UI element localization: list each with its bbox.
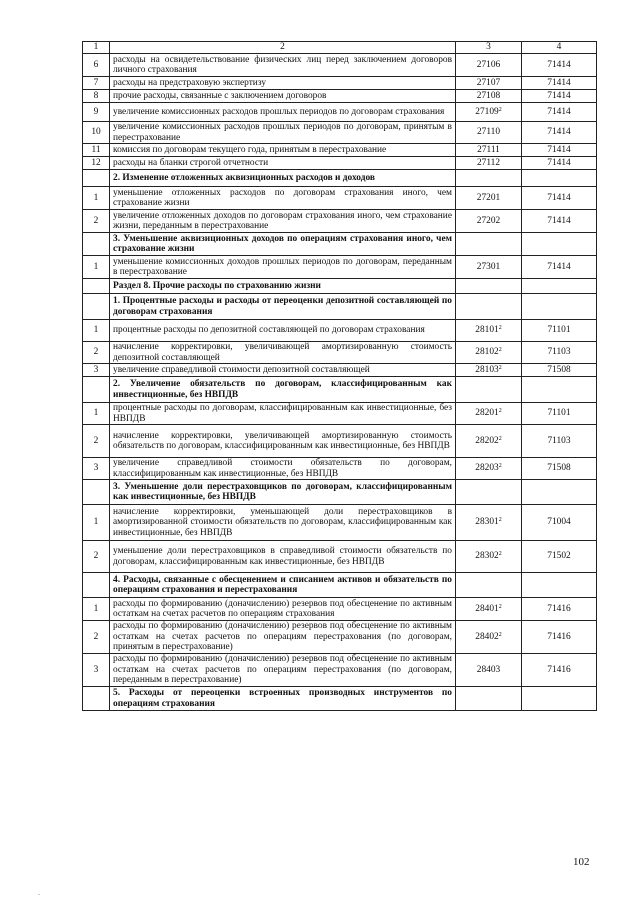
code-value: 27109 xyxy=(475,106,499,117)
row-description: увеличение комиссионных расходов прошлых периодов по договорам страхования xyxy=(110,103,456,122)
section-title: Раздел 8. Прочие расходы по страхованию жизни xyxy=(110,279,456,294)
account-number: 71414 xyxy=(522,122,597,144)
page-number: 102 xyxy=(573,856,590,868)
symbol-code xyxy=(456,77,522,90)
footnote-mark: 2 xyxy=(498,435,502,442)
code-value: 27110 xyxy=(476,127,501,138)
row-number: 2 xyxy=(83,425,110,458)
footnote-mark: 2 xyxy=(498,364,502,371)
table-header-row xyxy=(83,42,597,54)
code-value: 27112 xyxy=(476,157,501,168)
symbol-code xyxy=(456,505,522,541)
account-number xyxy=(522,480,597,505)
footnote-mark: 2 xyxy=(498,551,502,558)
row-number: 8 xyxy=(83,90,110,103)
footnote-mark: 2 xyxy=(498,603,502,610)
row-description: комиссия по договорам текущего года, принятым в перестрахование xyxy=(110,144,456,157)
accounts-table xyxy=(82,41,597,711)
accounts-table-body xyxy=(83,42,597,711)
symbol-code xyxy=(456,144,522,157)
section-row xyxy=(83,687,597,711)
account-number: 71508 xyxy=(522,458,597,480)
header-col-2: 2 xyxy=(110,42,456,54)
row-number: 9 xyxy=(83,103,110,122)
symbol-code xyxy=(456,157,522,170)
table-row xyxy=(83,342,597,364)
row-number: 1 xyxy=(83,505,110,541)
code-value: 27201 xyxy=(476,192,501,203)
account-number: 71414 xyxy=(522,90,597,103)
code-value: 28102 xyxy=(475,347,499,358)
row-number: 3 xyxy=(83,364,110,377)
symbol-code xyxy=(456,256,522,279)
symbol-code xyxy=(456,54,522,77)
section-row xyxy=(83,233,597,256)
row-description: начисление корректировки, уменьшающей доли перестраховщиков в амортизированной стоимости обязательств по договорам, классифицированным как инвестиционные, без НВПДВ xyxy=(110,505,456,541)
symbol-code xyxy=(456,103,522,122)
account-number xyxy=(522,687,597,711)
row-description: расходы по формированию (доначислению) резервов под обесценение по активным остаткам на счетах расчетов по операциям страхования xyxy=(110,598,456,621)
header-col-4: 4 xyxy=(522,42,597,54)
row-description: расходы на предстраховую экспертизу xyxy=(110,77,456,90)
row-number: 1 xyxy=(83,320,110,342)
section-row xyxy=(83,170,597,187)
row-number xyxy=(83,377,110,403)
section-row xyxy=(83,279,597,294)
row-description: уменьшение доли перестраховщиков в справедливой стоимости обязательств по договорам, классифицированным как инвестиционные, без НВПДВ xyxy=(110,541,456,573)
footnote-mark: 2 xyxy=(498,517,502,524)
symbol-code xyxy=(456,621,522,654)
row-description: начисление корректировки, увеличивающей амортизированную стоимость депозитной составляющей xyxy=(110,342,456,364)
section-title: 3. Уменьшение аквизиционных доходов по операциям страхования иного, чем страхование жизни xyxy=(110,233,456,256)
account-number xyxy=(522,170,597,187)
code-value: 27106 xyxy=(476,59,501,70)
section-title: 2. Изменение отложенных аквизиционных расходов и доходов xyxy=(110,170,456,187)
code-value: 28301 xyxy=(475,517,499,528)
account-number: 71502 xyxy=(522,541,597,573)
row-number xyxy=(83,480,110,505)
code-value: 28103 xyxy=(475,364,499,375)
table-row xyxy=(83,425,597,458)
account-number: 71004 xyxy=(522,505,597,541)
account-number: 71414 xyxy=(522,256,597,279)
row-number xyxy=(83,233,110,256)
symbol-code xyxy=(456,654,522,687)
footnote-mark: 2 xyxy=(498,408,502,415)
footnote-mark: 2 xyxy=(498,631,502,638)
account-number xyxy=(522,573,597,598)
footnote-mark: 2 xyxy=(498,106,502,113)
symbol-code xyxy=(456,403,522,425)
account-number xyxy=(522,294,597,320)
section-row xyxy=(83,377,597,403)
code-value: 28203 xyxy=(475,463,499,474)
symbol-code xyxy=(456,342,522,364)
margin-mark: . xyxy=(38,888,40,897)
row-number: 1 xyxy=(83,403,110,425)
section-row xyxy=(83,480,597,505)
table-row xyxy=(83,598,597,621)
symbol-code xyxy=(456,233,522,256)
section-title: 3. Уменьшение доли перестраховщиков по договорам, классифицированным как инвестиционные, без НВПДВ xyxy=(110,480,456,505)
table-row xyxy=(83,256,597,279)
account-number: 71414 xyxy=(522,77,597,90)
row-description: расходы по формированию (доначислению) резервов под обесценение по активным остаткам на счетах расчетов по операциям перестрахования (по договорам, принятым в перестрахование) xyxy=(110,621,456,654)
table-row xyxy=(83,541,597,573)
symbol-code xyxy=(456,458,522,480)
account-number: 71101 xyxy=(522,403,597,425)
code-value: 27301 xyxy=(476,261,501,272)
account-number: 71414 xyxy=(522,144,597,157)
table-row xyxy=(83,364,597,377)
table-row xyxy=(83,505,597,541)
account-number: 71416 xyxy=(522,598,597,621)
symbol-code xyxy=(456,598,522,621)
account-number: 71414 xyxy=(522,210,597,233)
table-row xyxy=(83,210,597,233)
account-number xyxy=(522,279,597,294)
header-col-1: 1 xyxy=(83,42,110,54)
section-title: 4. Расходы, связанные с обесценением и списанием активов и обязательств по операциям страхования и перестрахования xyxy=(110,573,456,598)
row-description: увеличение отложенных доходов по договорам страхования иного, чем страхование жизни, переданным в перестрахование xyxy=(110,210,456,233)
row-number: 2 xyxy=(83,210,110,233)
section-row xyxy=(83,294,597,320)
row-number: 1 xyxy=(83,187,110,210)
row-description: увеличение справедливой стоимости обязательств по договорам, классифицированным как инвестиционные, без НВПДВ xyxy=(110,458,456,480)
symbol-code xyxy=(456,480,522,505)
code-value: 28201 xyxy=(475,408,499,419)
section-row xyxy=(83,573,597,598)
row-description: увеличение комиссионных расходов прошлых периодов по договорам, принятым в перестрахование xyxy=(110,122,456,144)
row-description: процентные расходы по договорам, классифицированным как инвестиционные, без НВПДВ xyxy=(110,403,456,425)
code-value: 28403 xyxy=(476,664,501,675)
symbol-code xyxy=(456,294,522,320)
account-number: 71101 xyxy=(522,320,597,342)
code-value: 28202 xyxy=(475,435,499,446)
footnote-mark: 2 xyxy=(498,347,502,354)
row-number xyxy=(83,170,110,187)
code-value: 28101 xyxy=(475,325,499,336)
row-number: 12 xyxy=(83,157,110,170)
symbol-code xyxy=(456,573,522,598)
symbol-code xyxy=(456,541,522,573)
table-row xyxy=(83,122,597,144)
account-number xyxy=(522,377,597,403)
row-number: 2 xyxy=(83,541,110,573)
code-value: 27108 xyxy=(476,90,501,101)
section-title: 1. Процентные расходы и расходы от переоценки депозитной составляющей по договорам страхования xyxy=(110,294,456,320)
header-col-3: 3 xyxy=(456,42,522,54)
row-number: 7 xyxy=(83,77,110,90)
symbol-code xyxy=(456,364,522,377)
account-number: 71416 xyxy=(522,654,597,687)
row-number: 10 xyxy=(83,122,110,144)
table-row xyxy=(83,54,597,77)
footnote-mark: 2 xyxy=(498,463,502,470)
row-number xyxy=(83,294,110,320)
table-row xyxy=(83,90,597,103)
footnote-mark: 2 xyxy=(498,325,502,332)
row-number: 1 xyxy=(83,598,110,621)
table-row xyxy=(83,320,597,342)
row-number: 1 xyxy=(83,256,110,279)
row-number xyxy=(83,687,110,711)
row-number: 11 xyxy=(83,144,110,157)
symbol-code xyxy=(456,377,522,403)
code-value: 27202 xyxy=(476,215,501,226)
row-description: расходы на освидетельствование физических лиц перед заключением договоров личного страхования xyxy=(110,54,456,77)
row-description: прочие расходы, связанные с заключением договоров xyxy=(110,90,456,103)
account-number: 71414 xyxy=(522,103,597,122)
symbol-code xyxy=(456,210,522,233)
account-number: 71414 xyxy=(522,157,597,170)
account-number xyxy=(522,233,597,256)
row-number xyxy=(83,279,110,294)
account-number: 71103 xyxy=(522,342,597,364)
symbol-code xyxy=(456,170,522,187)
section-title: 2. Увеличение обязательств по договорам, классифицированным как инвестиционные, без НВПДВ xyxy=(110,377,456,403)
row-number: 2 xyxy=(83,621,110,654)
symbol-code xyxy=(456,187,522,210)
table-row xyxy=(83,654,597,687)
code-value: 28302 xyxy=(475,551,499,562)
table-row xyxy=(83,621,597,654)
symbol-code xyxy=(456,90,522,103)
symbol-code xyxy=(456,687,522,711)
row-description: процентные расходы по депозитной составляющей по договорам страхования xyxy=(110,320,456,342)
row-description: уменьшение комиссионных доходов прошлых периодов по договорам, переданным в перестрахование xyxy=(110,256,456,279)
table-row xyxy=(83,77,597,90)
table-row xyxy=(83,144,597,157)
table-row xyxy=(83,458,597,480)
account-number: 71103 xyxy=(522,425,597,458)
section-title: 5. Расходы от переоценки встроенных производных инструментов по операциям страхования xyxy=(110,687,456,711)
account-number: 71508 xyxy=(522,364,597,377)
table-row xyxy=(83,157,597,170)
account-number: 71416 xyxy=(522,621,597,654)
row-number: 3 xyxy=(83,458,110,480)
account-number: 71414 xyxy=(522,54,597,77)
row-description: уменьшение отложенных расходов по договорам страхования иного, чем страхование жизни xyxy=(110,187,456,210)
row-number xyxy=(83,573,110,598)
row-description: расходы на бланки строгой отчетности xyxy=(110,157,456,170)
row-description: увеличение справедливой стоимости депозитной составляющей xyxy=(110,364,456,377)
symbol-code xyxy=(456,320,522,342)
table-row xyxy=(83,103,597,122)
row-number: 2 xyxy=(83,342,110,364)
symbol-code xyxy=(456,122,522,144)
row-number: 3 xyxy=(83,654,110,687)
row-number: 6 xyxy=(83,54,110,77)
table-row xyxy=(83,403,597,425)
row-description: расходы по формированию (доначислению) резервов под обесценение по активным остаткам на счетах расчетов по операциям перестрахования (по договорам, переданным в перестрахование) xyxy=(110,654,456,687)
code-value: 28401 xyxy=(475,603,499,614)
symbol-code xyxy=(456,425,522,458)
account-number: 71414 xyxy=(522,187,597,210)
symbol-code xyxy=(456,279,522,294)
row-description: начисление корректировки, увеличивающей амортизированную стоимость обязательств по договорам, классифицированным как инвестиционные, без НВПДВ xyxy=(110,425,456,458)
code-value: 28402 xyxy=(475,631,499,642)
code-value: 27111 xyxy=(477,144,500,155)
table-row xyxy=(83,187,597,210)
code-value: 27107 xyxy=(476,77,501,88)
